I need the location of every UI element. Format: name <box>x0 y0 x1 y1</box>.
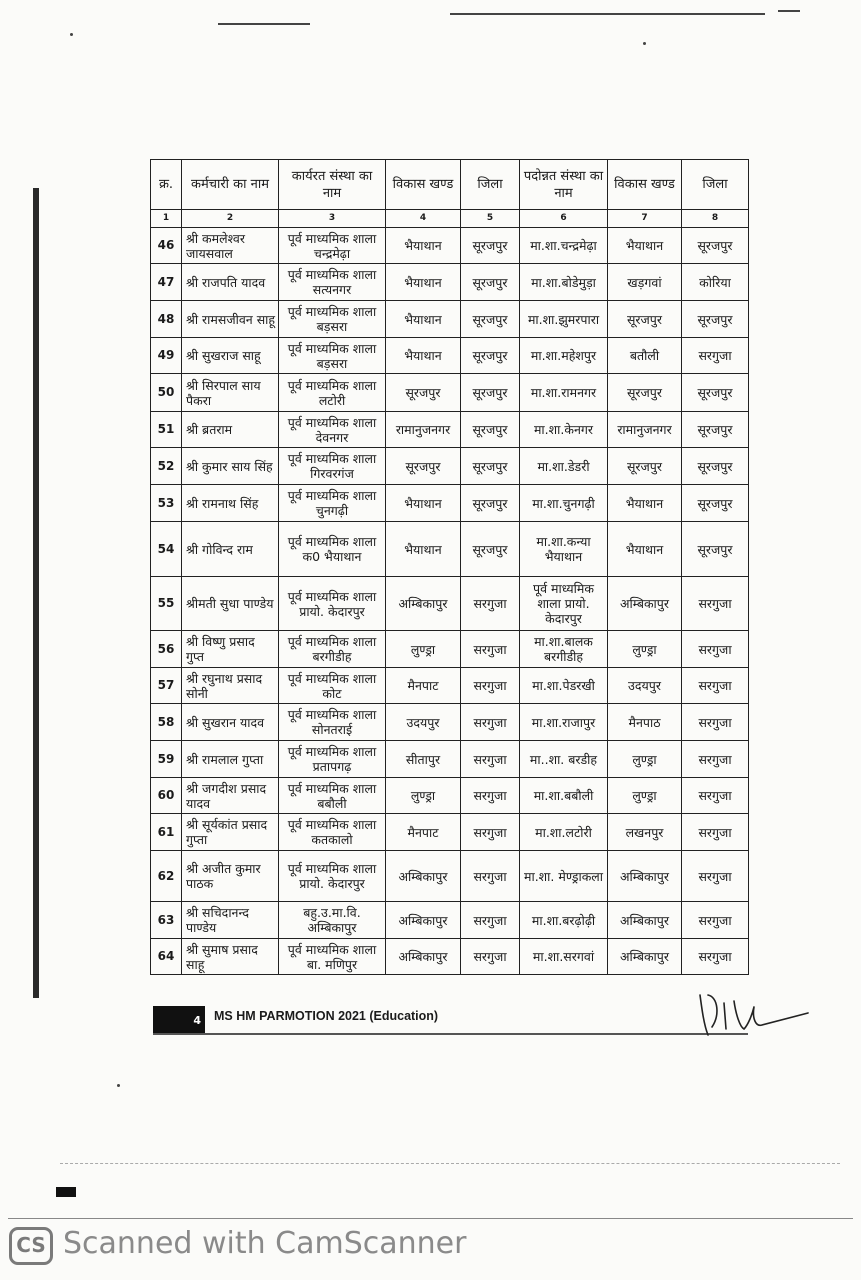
new-district-cell: सरगुजा <box>682 631 749 668</box>
new-block-cell: अम्बिकापुर <box>608 902 682 939</box>
block-cell: भैयाथान <box>386 485 461 522</box>
block-cell: भैयाथान <box>386 522 461 577</box>
new-district-cell: कोरिया <box>682 264 749 301</box>
promotion-table-container <box>150 159 748 975</box>
new-block-cell: सूरजपुर <box>608 448 682 485</box>
current-school-cell: बहु.उ.मा.वि. अम्बिकापुर <box>279 902 386 939</box>
table-row <box>151 412 749 448</box>
employee-name-cell: श्री रामसजीवन साहू <box>182 301 279 338</box>
district-cell: सूरजपुर <box>461 264 520 301</box>
table-row <box>151 814 749 851</box>
column-number: 2 <box>182 210 279 228</box>
promoted-school-cell: मा.शा.सरगवां <box>520 939 608 975</box>
employee-name-cell: श्री सुमाष प्रसाद साहू <box>182 939 279 975</box>
scan-artifact-line <box>450 13 765 15</box>
promoted-school-cell: मा.शा.चन्द्रमेढ़ा <box>520 228 608 264</box>
current-school-cell: पूर्व माध्यमिक शाला सोनतराई <box>279 704 386 741</box>
serial-number-cell: 62 <box>151 851 182 902</box>
promoted-school-cell: मा.शा.केनगर <box>520 412 608 448</box>
column-number: 5 <box>461 210 520 228</box>
current-school-cell: पूर्व माध्यमिक शाला प्रायो. केदारपुर <box>279 577 386 631</box>
scan-speck <box>643 42 646 45</box>
promoted-school-cell: मा.शा.झुमरपारा <box>520 301 608 338</box>
employee-name-cell: श्री अजीत कुमार पाठक <box>182 851 279 902</box>
district-cell: सूरजपुर <box>461 448 520 485</box>
employee-name-cell: श्री रामनाथ सिंह <box>182 485 279 522</box>
promoted-school-cell: मा.शा.चुनगढ़ी <box>520 485 608 522</box>
serial-number-cell: 64 <box>151 939 182 975</box>
new-block-cell: सूरजपुर <box>608 374 682 412</box>
new-block-cell: अम्बिकापुर <box>608 577 682 631</box>
employee-name-cell: श्री सुखरान यादव <box>182 704 279 741</box>
promoted-school-cell: मा.शा.बबौली <box>520 778 608 814</box>
new-block-cell: अम्बिकापुर <box>608 851 682 902</box>
employee-name-cell: श्री सुखराज साहू <box>182 338 279 374</box>
current-school-cell: पूर्व माध्यमिक शाला सत्यनगर <box>279 264 386 301</box>
employee-name-cell: श्री रघुनाथ प्रसाद सोनी <box>182 668 279 704</box>
new-block-cell: रामानुजनगर <box>608 412 682 448</box>
district-cell: सरगुजा <box>461 939 520 975</box>
block-cell: मैनपाट <box>386 814 461 851</box>
table-row <box>151 939 749 975</box>
promoted-school-cell: मा.शा.लटोरी <box>520 814 608 851</box>
promoted-school-cell: पूर्व माध्यमिक शाला प्रायो. केदारपुर <box>520 577 608 631</box>
scan-artifact-dashed-line <box>60 1163 840 1164</box>
serial-number-cell: 50 <box>151 374 182 412</box>
current-school-cell: पूर्व माध्यमिक शाला बा. मणिपुर <box>279 939 386 975</box>
new-block-cell: लुण्ड्रा <box>608 741 682 778</box>
new-block-cell: भैयाथान <box>608 228 682 264</box>
promotion-table <box>150 159 749 975</box>
block-cell: सूरजपुर <box>386 448 461 485</box>
new-district-cell: सरगुजा <box>682 668 749 704</box>
promoted-school-cell: मा.शा.डेडरी <box>520 448 608 485</box>
watermark-divider <box>8 1218 853 1219</box>
district-cell: सरगुजा <box>461 778 520 814</box>
district-cell: सरगुजा <box>461 902 520 939</box>
new-district-cell: सरगुजा <box>682 704 749 741</box>
new-district-cell: सूरजपुर <box>682 412 749 448</box>
employee-name-cell: श्री सूर्यकांत प्रसाद गुप्ता <box>182 814 279 851</box>
header-current-school: कार्यरत संस्था का नाम <box>279 160 386 210</box>
new-block-cell: लुण्ड्रा <box>608 631 682 668</box>
current-school-cell: पूर्व माध्यमिक शाला कतकालो <box>279 814 386 851</box>
district-cell: सरगुजा <box>461 704 520 741</box>
scan-artifact-mark <box>56 1187 76 1197</box>
district-cell: सूरजपुर <box>461 338 520 374</box>
employee-name-cell: श्री जगदीश प्रसाद यादव <box>182 778 279 814</box>
serial-number-cell: 46 <box>151 228 182 264</box>
employee-name-cell: श्रीमती सुधा पाण्डेय <box>182 577 279 631</box>
employee-name-cell: श्री रामलाल गुप्ता <box>182 741 279 778</box>
employee-name-cell: श्री विष्णु प्रसाद गुप्त <box>182 631 279 668</box>
current-school-cell: पूर्व माध्यमिक शाला चुनगढ़ी <box>279 485 386 522</box>
current-school-cell: पूर्व माध्यमिक शाला प्रायो. केदारपुर <box>279 851 386 902</box>
table-row <box>151 741 749 778</box>
serial-number-cell: 59 <box>151 741 182 778</box>
table-row <box>151 851 749 902</box>
new-district-cell: सरगुजा <box>682 741 749 778</box>
new-district-cell: सूरजपुर <box>682 374 749 412</box>
serial-number-cell: 58 <box>151 704 182 741</box>
serial-number-cell: 63 <box>151 902 182 939</box>
footer-rule <box>153 1033 748 1035</box>
header-district: जिला <box>461 160 520 210</box>
promoted-school-cell: मा.शा.महेशपुर <box>520 338 608 374</box>
footer-title: MS HM PARMOTION 2021 (Education) <box>214 1009 439 1023</box>
promoted-school-cell: मा.शा.बालक बरगीडीह <box>520 631 608 668</box>
new-block-cell: भैयाथान <box>608 485 682 522</box>
page-number: 4 <box>153 1006 205 1033</box>
employee-name-cell: श्री सिरपाल साय पैकरा <box>182 374 279 412</box>
table-row <box>151 301 749 338</box>
new-district-cell: सरगुजा <box>682 577 749 631</box>
current-school-cell: पूर्व माध्यमिक शाला बड़सरा <box>279 301 386 338</box>
new-block-cell: उदयपुर <box>608 668 682 704</box>
district-cell: सरगुजा <box>461 577 520 631</box>
new-block-cell: लुण्ड्रा <box>608 778 682 814</box>
column-number: 7 <box>608 210 682 228</box>
promoted-school-cell: मा.शा.बरढ़ोढ़ी <box>520 902 608 939</box>
district-cell: सरगुजा <box>461 814 520 851</box>
current-school-cell: पूर्व माध्यमिक शाला बबौली <box>279 778 386 814</box>
column-number: 8 <box>682 210 749 228</box>
handwritten-signature <box>690 985 810 1045</box>
block-cell: उदयपुर <box>386 704 461 741</box>
district-cell: सूरजपुर <box>461 301 520 338</box>
new-district-cell: सूरजपुर <box>682 228 749 264</box>
promoted-school-cell: मा..शा. बरडीह <box>520 741 608 778</box>
camscanner-logo: CS <box>9 1227 53 1265</box>
header-promoted-school: पदोन्नत संस्था का नाम <box>520 160 608 210</box>
promoted-school-cell: मा.शा.रामनगर <box>520 374 608 412</box>
district-cell: सरगुजा <box>461 631 520 668</box>
header-employee-name: कर्मचारी का नाम <box>182 160 279 210</box>
current-school-cell: पूर्व माध्यमिक शाला कोट <box>279 668 386 704</box>
new-block-cell: मैनपाठ <box>608 704 682 741</box>
header-serial: क्र. <box>151 160 182 210</box>
scan-speck <box>70 33 73 36</box>
table-row <box>151 374 749 412</box>
serial-number-cell: 54 <box>151 522 182 577</box>
camscanner-watermark-text: Scanned with CamScanner <box>63 1226 467 1261</box>
table-row <box>151 577 749 631</box>
district-cell: सूरजपुर <box>461 412 520 448</box>
district-cell: सरगुजा <box>461 851 520 902</box>
table-row <box>151 778 749 814</box>
new-district-cell: सरगुजा <box>682 778 749 814</box>
header-block: विकास खण्ड <box>386 160 461 210</box>
promoted-school-cell: मा.शा.कन्या भैयाथान <box>520 522 608 577</box>
block-cell: मैनपाट <box>386 668 461 704</box>
promoted-school-cell: मा.शा.बोडेमुड़ा <box>520 264 608 301</box>
current-school-cell: पूर्व माध्यमिक शाला प्रतापगढ़ <box>279 741 386 778</box>
serial-number-cell: 57 <box>151 668 182 704</box>
district-cell: सूरजपुर <box>461 228 520 264</box>
block-cell: भैयाथान <box>386 264 461 301</box>
new-block-cell: भैयाथान <box>608 522 682 577</box>
serial-number-cell: 55 <box>151 577 182 631</box>
block-cell: रामानुजनगर <box>386 412 461 448</box>
header-new-block: विकास खण्ड <box>608 160 682 210</box>
promoted-school-cell: मा.शा. मेण्ड्राकला <box>520 851 608 902</box>
serial-number-cell: 52 <box>151 448 182 485</box>
header-new-district: जिला <box>682 160 749 210</box>
scan-speck <box>117 1084 120 1087</box>
table-row <box>151 338 749 374</box>
employee-name-cell: श्री सचिदानन्द पाण्डेय <box>182 902 279 939</box>
new-block-cell: सूरजपुर <box>608 301 682 338</box>
table-row <box>151 902 749 939</box>
employee-name-cell: श्री राजपति यादव <box>182 264 279 301</box>
column-number: 3 <box>279 210 386 228</box>
table-row <box>151 264 749 301</box>
promoted-school-cell: मा.शा.पेडरखी <box>520 668 608 704</box>
scan-artifact-line <box>218 23 310 25</box>
employee-name-cell: श्री ब्रतराम <box>182 412 279 448</box>
employee-name-cell: श्री गोविन्द राम <box>182 522 279 577</box>
current-school-cell: पूर्व माध्यमिक शाला क0 भैयाथान <box>279 522 386 577</box>
district-cell: सरगुजा <box>461 668 520 704</box>
district-cell: सरगुजा <box>461 741 520 778</box>
table-header-row <box>151 160 749 210</box>
block-cell: अम्बिकापुर <box>386 902 461 939</box>
new-block-cell: बतौली <box>608 338 682 374</box>
serial-number-cell: 48 <box>151 301 182 338</box>
promoted-school-cell: मा.शा.राजापुर <box>520 704 608 741</box>
block-cell: अम्बिकापुर <box>386 851 461 902</box>
block-cell: लुण्ड्रा <box>386 778 461 814</box>
new-district-cell: सरगुजा <box>682 338 749 374</box>
table-row <box>151 704 749 741</box>
district-cell: सूरजपुर <box>461 522 520 577</box>
new-district-cell: सूरजपुर <box>682 485 749 522</box>
current-school-cell: पूर्व माध्यमिक शाला देवनगर <box>279 412 386 448</box>
scan-artifact-line <box>778 10 800 12</box>
block-cell: लुण्ड्रा <box>386 631 461 668</box>
current-school-cell: पूर्व माध्यमिक शाला गिरवरगंज <box>279 448 386 485</box>
column-number: 1 <box>151 210 182 228</box>
new-block-cell: खड़गवां <box>608 264 682 301</box>
new-district-cell: सूरजपुर <box>682 522 749 577</box>
new-block-cell: अम्बिकापुर <box>608 939 682 975</box>
table-row <box>151 485 749 522</box>
current-school-cell: पूर्व माध्यमिक शाला बड़सरा <box>279 338 386 374</box>
table-row <box>151 522 749 577</box>
new-block-cell: लखनपुर <box>608 814 682 851</box>
district-cell: सूरजपुर <box>461 485 520 522</box>
new-district-cell: सरगुजा <box>682 939 749 975</box>
block-cell: सूरजपुर <box>386 374 461 412</box>
block-cell: सीतापुर <box>386 741 461 778</box>
new-district-cell: सूरजपुर <box>682 301 749 338</box>
table-row <box>151 448 749 485</box>
district-cell: सूरजपुर <box>461 374 520 412</box>
new-district-cell: सरगुजा <box>682 851 749 902</box>
serial-number-cell: 53 <box>151 485 182 522</box>
serial-number-cell: 60 <box>151 778 182 814</box>
current-school-cell: पूर्व माध्यमिक शाला बरगीडीह <box>279 631 386 668</box>
serial-number-cell: 56 <box>151 631 182 668</box>
serial-number-cell: 47 <box>151 264 182 301</box>
new-district-cell: सरगुजा <box>682 814 749 851</box>
new-district-cell: सूरजपुर <box>682 448 749 485</box>
table-row <box>151 228 749 264</box>
serial-number-cell: 51 <box>151 412 182 448</box>
block-cell: अम्बिकापुर <box>386 577 461 631</box>
block-cell: भैयाथान <box>386 301 461 338</box>
block-cell: भैयाथान <box>386 228 461 264</box>
block-cell: भैयाथान <box>386 338 461 374</box>
current-school-cell: पूर्व माध्यमिक शाला चन्द्रमेढ़ा <box>279 228 386 264</box>
scan-edge-shadow <box>33 188 39 998</box>
serial-number-cell: 49 <box>151 338 182 374</box>
serial-number-cell: 61 <box>151 814 182 851</box>
table-row <box>151 631 749 668</box>
table-row <box>151 668 749 704</box>
column-number: 4 <box>386 210 461 228</box>
new-district-cell: सरगुजा <box>682 902 749 939</box>
employee-name-cell: श्री कुमार साय सिंह <box>182 448 279 485</box>
current-school-cell: पूर्व माध्यमिक शाला लटोरी <box>279 374 386 412</box>
column-number: 6 <box>520 210 608 228</box>
column-number-row <box>151 210 749 228</box>
block-cell: अम्बिकापुर <box>386 939 461 975</box>
employee-name-cell: श्री कमलेश्वर जायसवाल <box>182 228 279 264</box>
